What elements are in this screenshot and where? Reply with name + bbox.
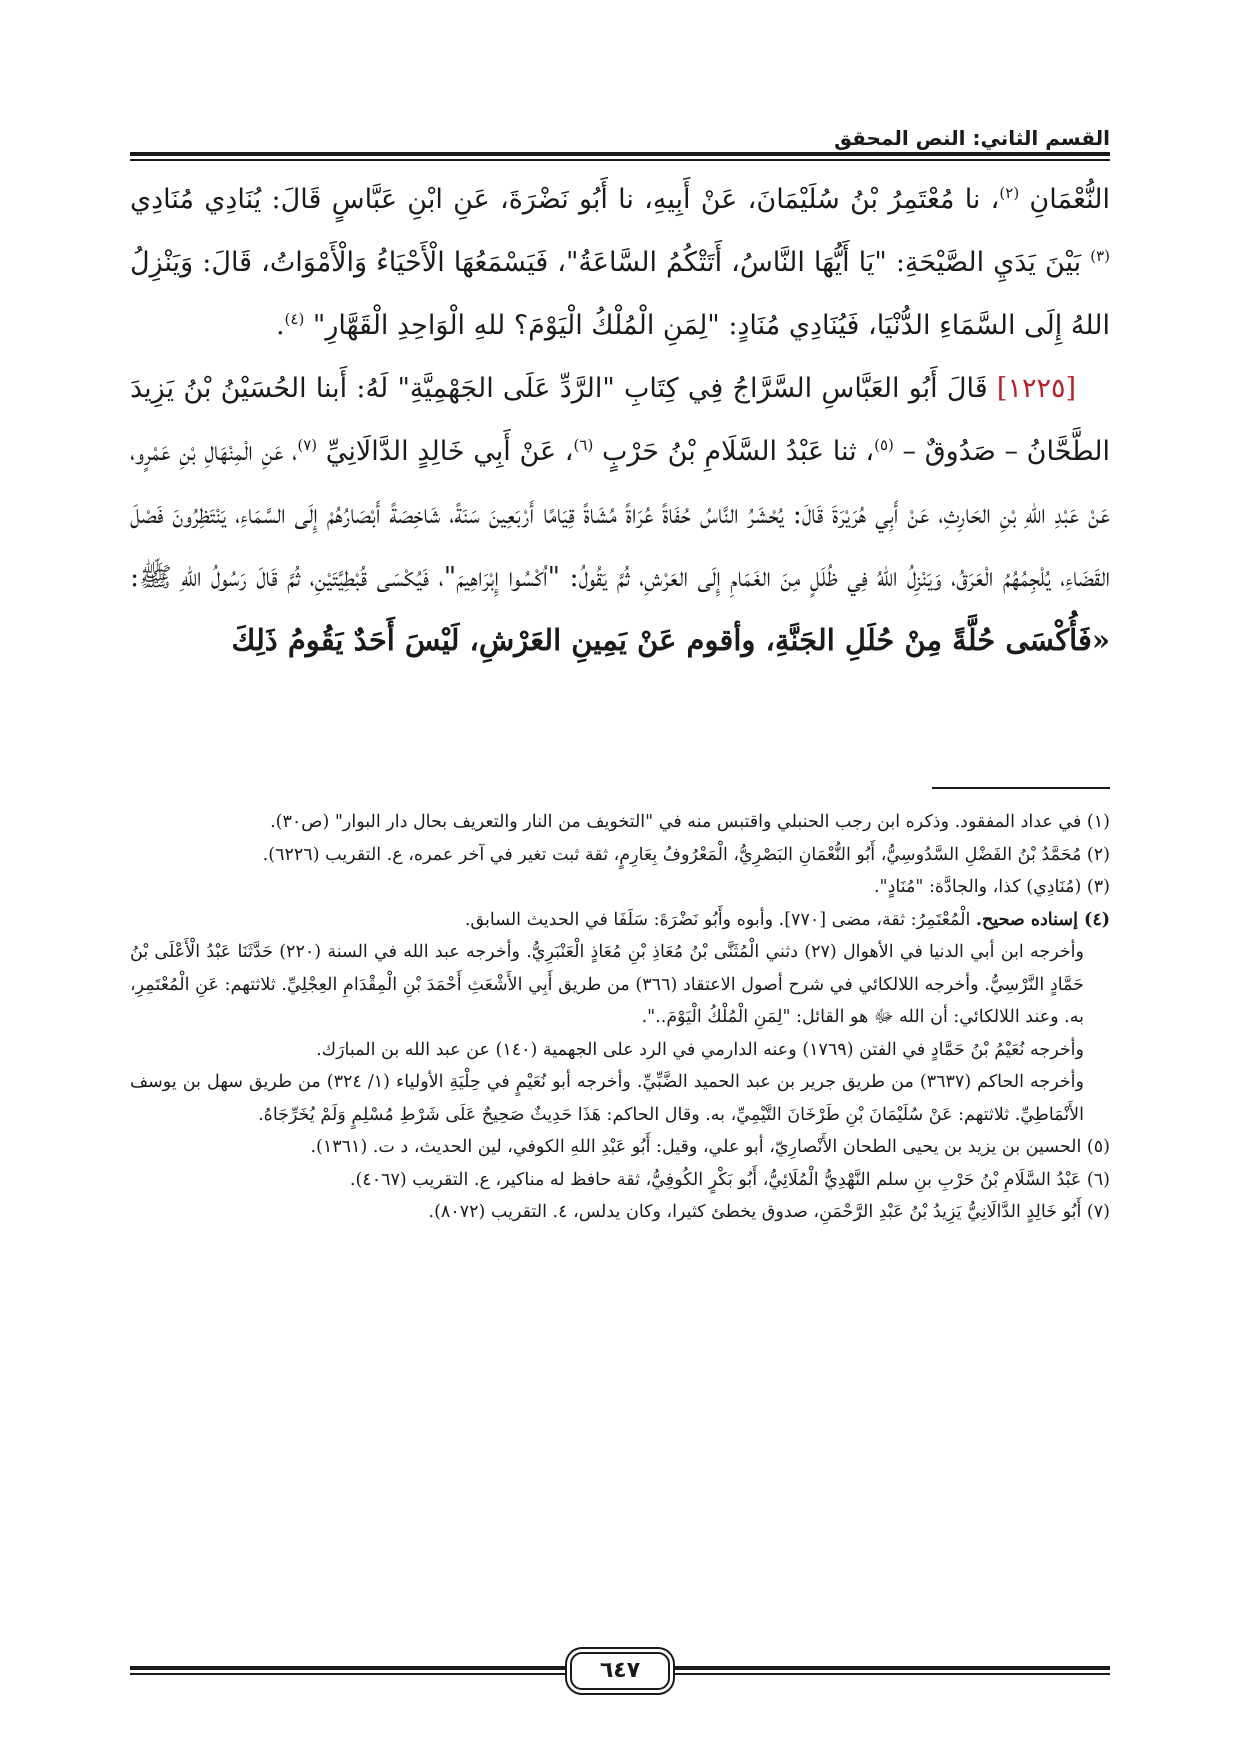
footnote-ref-6[interactable]: (٦) bbox=[573, 436, 594, 454]
footnote-ref-5[interactable]: (٥) bbox=[874, 436, 894, 454]
footnote-4: (٤) إسناده صحيح. الْمُعْتَمِرُ: ثقة، مضى [٧٧٠]. وأبوه وأَبُو نَضْرَةَ: سَلَفَا في الحديث السابق. bbox=[464, 909, 1110, 930]
footnote-3: (٣) (مُنَادِي) كذا، والجادَّة: "مُنَادٍ". bbox=[873, 877, 1110, 897]
footnote-5: (٥) الحسين بن يزيد بن يحيى الطحان الأَنْصارِيّ، أبو علي، وقيل: أَبُو عَبْدِ اللهِ الكوفي، لين الحديث، د ت. (١٣٦١). bbox=[310, 1137, 1110, 1157]
paragraph-1225: [١٢٢٥] قَالَ أَبُو العَبَّاسِ السَّرَّاجُ فِي كِتَابِ "الرَّدِّ عَلَى الجَهْمِيَّةِ" لَهُ: أَبنا الحُسَيْنُ بْنُ يَزِيدَ الطَّحَّانُ – صَدُوقٌ – $^{(٥)}$، ثنا عَبْدُ السَّلَامِ بْنُ حَرْبٍ $^{(٦)}$، عَنْ أَبِي خَالِدٍ الدَّالَانِيِّ $^{(٧)}$، عَنِ الْمِنْهَالِ بْنِ عَمْرٍو، عَنْ عَبْدِ اللهِ بْنِ الحَارِثِ، عَنْ أَبِي هُرَيْرَةَ قَالَ: يُحْشَرُ النَّاسُ حُفَاةً عُرَاةً مُشَاةً قِيَامًا أَرْبَعِينَ سَنَةً، شَاخِصَةً أَبْصَارُهُمْ إِلَى السَّمَاءِ، يَنْتَظِرُونَ فَصْلَ القَضَاءِ، يُلْجِمُهُمُ الْعَرَقُ، وَيَنْزِلُ اللهُ فِي ظُلَلٍ مِنَ الغَمَامِ إِلَى العَرْشِ، ثُمَّ يَقُولُ: "اُكْسُوا إِبْرَاهِيمَ"، فَيُكْسَى قُبْطِيَّتَيْنِ، ثُمَّ قَالَ رَسُولُ اللهِ ﷺ: «فَأُكْسَى حُلَّةً مِنْ حُلَلِ الجَنَّةِ، وأقوم عَنْ يَمِينِ العَرْشِ، لَيْسَ أَحَدٌ يَقُومُ ذَلِكَ bbox=[130, 373, 1111, 657]
footnote-ref-3[interactable]: (٣) bbox=[1090, 247, 1110, 265]
footnote-4-label: (٤) إسناده صحيح. bbox=[975, 909, 1110, 930]
footnote-separator bbox=[932, 787, 1110, 789]
footnote-7: (٧) أَبُو خَالِدٍ الدَّالَانِيُّ يَزِيدُ بْنُ عَبْدِ الرَّحْمَنِ، صدوق يخطئ كثيرا، وكان يدلس، ٤. التقريب (٨٠٧٢). bbox=[428, 1202, 1110, 1222]
footnote-4-cont-1: وأخرجه ابن أبي الدنيا في الأهوال (٢٧) دثني الْمُثَنَّى بْنُ مُعَاذِ بْنِ مُعَاذٍ الْعَنْبَرِيُّ. وأخرجه عبد الله في السنة (٢٢٠) حَدَّثَنَا عَبْدُ الْأَعْلَى بْنُ حَمَّادٍ النَّرْسِيُّ. وأخرجه اللالكائي في شرح أصول الاعتقاد (٣٦٦) من طريق أَبِي الأَشْعَثِ أَحْمَدَ بْنِ الْمِقْدَامِ العِجْلِيِّ. ثلاثتهم: عَنِ الْمُعْتَمِرِ، به. وعند اللالكائي: أن الله ﷻ هو القائل: "لِمَنِ الْمُلْكُ الْيَوْمَ..". bbox=[130, 942, 1084, 1027]
page-number: ٦٤٧ bbox=[570, 1652, 670, 1690]
footnote-ref-7[interactable]: (٧) bbox=[297, 436, 318, 454]
footnote-1: (١) في عداد المفقود. وذكره ابن رجب الحنبلي واقتبس منه في "التخويف من النار والتعريف بحال دار البوار" (ص٣٠). bbox=[270, 812, 1110, 832]
paragraph-1: النُّعْمَانِ $^{(٢)}$، نا مُعْتَمِرُ بْنُ سُلَيْمَانَ، عَنْ أَبِيهِ، نا أَبُو نَضْرَةَ، عَنِ ابْنِ عَبَّاسٍ قَالَ: يُنَادِي مُنَادِي $^{(٣)}$ بَيْنَ يَدَيِ الصَّيْحَةِ: "يَا أَيُّهَا النَّاسُ، أَتَتْكُمُ السَّاعَةُ"، فَيَسْمَعُهَا الْأَحْيَاءُ وَالْأَمْوَاتُ، قَالَ: وَيَنْزِلُ اللهُ إِلَى السَّمَاءِ الدُّنْيَا، فَيُنَادِي مُنَادٍ: "لِمَنِ الْمُلْكُ الْيَوْمَ؟ للهِ الْوَاحِدِ الْقَهَّارِ" $^{(٤)}$. bbox=[130, 184, 1110, 341]
prophetic-quote: «فَأُكْسَى حُلَّةً مِنْ حُلَلِ الجَنَّةِ، وأقوم عَنْ يَمِينِ العَرْشِ، لَيْسَ أَحَدٌ يَقُومُ ذَلِكَ bbox=[231, 623, 1110, 657]
footnote-2: (٢) مُحَمَّدُ بْنُ الفَضْلِ السَّدُوسِيُّ، أَبُو النُّعْمَانِ البَصْرِيُّ، الْمَعْرُوفُ بِعَارِمٍ، ثقة ثبت تغير في آخر عمره، ع. التقريب (٦٢٢٦). bbox=[262, 844, 1110, 865]
footnote-6: (٦) عَبْدُ السَّلَامِ بْنُ حَرْبِ بنِ سلم النَّهْدِيُّ الْمُلَائِيُّ، أَبُو بَكْرٍ الكُوفِيُّ، ثقة حافظ له مناكير، ع. التقريب (٤٠٦٧). bbox=[349, 1169, 1110, 1190]
hadith-number: [١٢٢٥] bbox=[996, 373, 1076, 404]
footnote-ref-4[interactable]: (٤) bbox=[284, 310, 305, 328]
footnote-ref-2[interactable]: (٢) bbox=[999, 184, 1020, 202]
footnotes bbox=[130, 806, 1110, 1229]
footnote-4-cont-3: وأخرجه الحاكم (٣٦٣٧) من طريق جرير بن عبد الحميد الضَّبِّيِّ. وأخرجه أبو نُعَيْمٍ في حِلْيَةِ الأولياء (١/ ٣٢٤) من طريق سهل بن يوسف الأَنْمَاطِيِّ. ثلاثتهم: عَنْ سُلَيْمَانَ بْنِ طَرْخَانَ التَّيْمِيِّ، به. وقال الحاكم: هَذَا حَدِيثٌ صَحِيحٌ عَلَى شَرْطِ مُسْلِمٍ وَلَمْ يُخَرِّجَاهُ. bbox=[130, 1072, 1084, 1125]
running-header: القسم الثاني: النص المحقق bbox=[834, 126, 1110, 150]
header-rule-thin bbox=[130, 159, 1110, 161]
page-footer bbox=[130, 1652, 1110, 1690]
footnote-4-cont-2: وأخرجه نُعَيْمُ بْنُ حَمَّادٍ في الفتن (١٧٦٩) وعنه الدارمي في الرد على الجهمية (١٤٠) عن عبد الله بن المبارَك. bbox=[316, 1039, 1084, 1060]
main-text bbox=[130, 168, 1110, 673]
header-rule-thick bbox=[130, 152, 1110, 156]
